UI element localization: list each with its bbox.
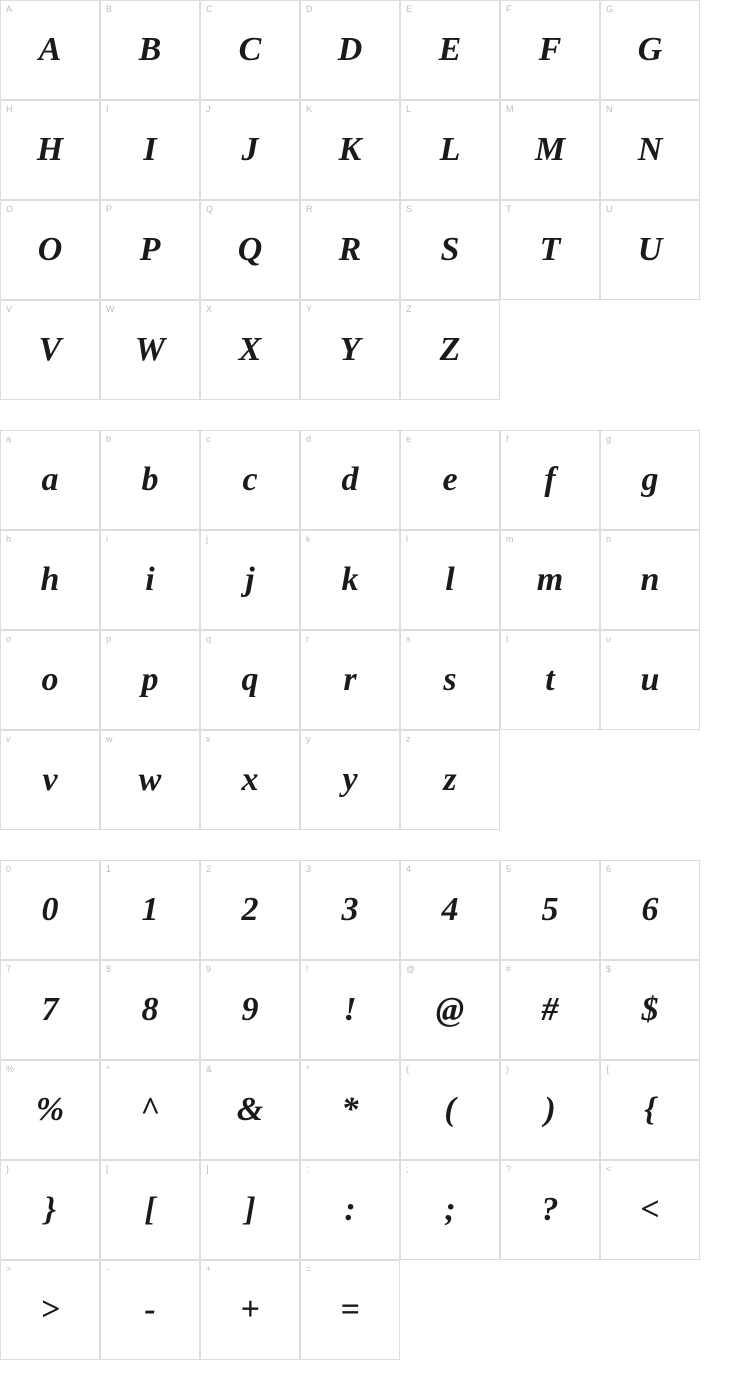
glyph-code-label: % <box>6 1064 15 1074</box>
glyph-code-label: B <box>106 4 113 14</box>
glyph-character: s <box>443 661 457 698</box>
glyph-character: x <box>241 761 259 798</box>
glyph-character: $ <box>641 991 659 1028</box>
glyph-cell <box>200 100 300 200</box>
glyph-cell <box>100 960 200 1060</box>
glyph-cell <box>500 430 600 530</box>
glyph-character: d <box>341 461 359 498</box>
glyph-character: i <box>145 561 155 598</box>
glyph-cell <box>200 1160 300 1260</box>
glyph-cell <box>100 300 200 400</box>
glyph-character: ? <box>541 1191 559 1228</box>
glyph-code-label: J <box>206 104 211 114</box>
glyph-section-uppercase <box>0 0 740 400</box>
glyph-character: ! <box>343 991 357 1028</box>
glyph-cell <box>200 200 300 300</box>
glyph-code-label: c <box>206 434 211 444</box>
glyph-cell <box>200 1260 300 1360</box>
glyph-code-label: R <box>306 204 313 214</box>
glyph-character: = <box>340 1291 360 1328</box>
glyph-character: 5 <box>541 891 559 928</box>
glyph-cell <box>200 1060 300 1160</box>
glyph-cell <box>0 100 100 200</box>
glyph-character: n <box>640 561 660 598</box>
glyph-cell <box>100 1260 200 1360</box>
glyph-code-label: D <box>306 4 313 14</box>
glyph-character: a <box>41 461 59 498</box>
glyph-character: u <box>640 661 660 698</box>
glyph-cell <box>400 1060 500 1160</box>
glyph-cell <box>300 530 400 630</box>
glyph-code-label: j <box>206 534 208 544</box>
glyph-code-label: 3 <box>306 864 312 874</box>
glyph-code-label: M <box>506 104 514 114</box>
glyph-cell <box>400 960 500 1060</box>
glyph-character: % <box>35 1091 65 1128</box>
glyph-character: 2 <box>241 891 259 928</box>
glyph-character: v <box>42 761 58 798</box>
glyph-character: L <box>439 131 461 168</box>
glyph-code-label: ; <box>406 1164 409 1174</box>
glyph-cell <box>600 0 700 100</box>
glyph-cell <box>100 1160 200 1260</box>
glyph-character: D <box>337 31 363 68</box>
glyph-character: T <box>539 231 561 268</box>
glyph-code-label: b <box>106 434 112 444</box>
glyph-character: l <box>445 561 455 598</box>
glyph-character: # <box>541 991 559 1028</box>
glyph-cell <box>200 630 300 730</box>
glyph-character: 1 <box>141 891 159 928</box>
glyph-section-digits-and-symbols <box>0 860 740 1360</box>
glyph-cell <box>100 1060 200 1160</box>
glyph-cell <box>400 0 500 100</box>
glyph-character: o <box>41 661 59 698</box>
glyph-cell <box>400 1160 500 1260</box>
glyph-cell <box>200 730 300 830</box>
glyph-cell <box>200 860 300 960</box>
glyph-code-label: + <box>206 1264 212 1274</box>
glyph-character: [ <box>144 1191 156 1228</box>
glyph-character: N <box>637 131 663 168</box>
glyph-code-label: k <box>306 534 311 544</box>
glyph-code-label: 8 <box>106 964 112 974</box>
glyph-code-label: O <box>6 204 14 214</box>
glyph-cell <box>300 200 400 300</box>
glyph-cell <box>300 960 400 1060</box>
glyph-character: + <box>240 1291 260 1328</box>
glyph-cell <box>600 530 700 630</box>
glyph-code-label: v <box>6 734 11 744</box>
glyph-code-label: f <box>506 434 509 444</box>
glyph-code-label: E <box>406 4 413 14</box>
glyph-code-label: X <box>206 304 213 314</box>
glyph-cell <box>100 630 200 730</box>
glyph-cell <box>400 430 500 530</box>
glyph-cell <box>200 960 300 1060</box>
glyph-cell <box>300 0 400 100</box>
glyph-cell <box>0 200 100 300</box>
glyph-code-label: = <box>306 1264 312 1274</box>
glyph-cell <box>300 1060 400 1160</box>
glyph-character: b <box>141 461 159 498</box>
glyph-cell <box>400 200 500 300</box>
glyph-cell <box>0 730 100 830</box>
glyph-code-label: ^ <box>106 1064 111 1074</box>
glyph-cell <box>500 1060 600 1160</box>
glyph-cell <box>400 530 500 630</box>
glyph-cell <box>100 730 200 830</box>
glyph-character: 9 <box>241 991 259 1028</box>
glyph-character: A <box>38 31 62 68</box>
glyph-code-label: l <box>406 534 408 544</box>
glyph-code-label: Y <box>306 304 313 314</box>
glyph-code-label: > <box>6 1264 12 1274</box>
glyph-character: k <box>341 561 359 598</box>
glyph-cell <box>0 1260 100 1360</box>
glyph-cell <box>500 860 600 960</box>
glyph-code-label: s <box>406 634 411 644</box>
glyph-character: w <box>138 761 162 798</box>
glyph-cell <box>600 430 700 530</box>
glyph-cell <box>0 0 100 100</box>
glyph-cell <box>500 200 600 300</box>
glyph-code-label: 0 <box>6 864 12 874</box>
glyph-character: M <box>534 131 566 168</box>
glyph-code-label: 1 <box>106 864 112 874</box>
glyph-character: O <box>37 231 63 268</box>
glyph-code-label: K <box>306 104 313 114</box>
glyph-code-label: n <box>606 534 612 544</box>
glyph-section-lowercase <box>0 430 740 830</box>
glyph-cell <box>300 430 400 530</box>
glyph-code-label: # <box>506 964 512 974</box>
glyph-code-label: U <box>606 204 613 214</box>
glyph-character: > <box>40 1291 60 1328</box>
glyph-character: m <box>536 561 564 598</box>
glyph-cell <box>600 200 700 300</box>
glyph-code-label: g <box>606 434 612 444</box>
glyph-code-label: 7 <box>6 964 12 974</box>
glyph-cell <box>200 430 300 530</box>
glyph-character: S <box>440 231 460 268</box>
glyph-character: & <box>236 1091 264 1128</box>
glyph-character: 0 <box>41 891 59 928</box>
glyph-code-label: - <box>106 1264 109 1274</box>
glyph-character: Y <box>339 331 361 368</box>
glyph-cell <box>500 530 600 630</box>
glyph-character: r <box>343 661 357 698</box>
glyph-character: C <box>238 31 262 68</box>
glyph-code-label: C <box>206 4 213 14</box>
glyph-code-label: Z <box>406 304 412 314</box>
glyph-cell <box>100 860 200 960</box>
glyph-cell <box>400 630 500 730</box>
glyph-character: 4 <box>441 891 459 928</box>
glyph-code-label: < <box>606 1164 612 1174</box>
glyph-character: j <box>245 561 255 598</box>
glyph-character: 6 <box>641 891 659 928</box>
glyph-code-label: h <box>6 534 12 544</box>
glyph-character: g <box>641 461 659 498</box>
glyph-character: P <box>139 231 161 268</box>
glyph-character: - <box>144 1291 156 1328</box>
glyph-character: * <box>341 1091 359 1128</box>
glyph-cell <box>0 860 100 960</box>
glyph-grid-digits-and-symbols <box>0 860 700 1360</box>
glyph-code-label: y <box>306 734 311 744</box>
glyph-code-label: S <box>406 204 413 214</box>
glyph-code-label: F <box>506 4 512 14</box>
glyph-code-label: G <box>606 4 614 14</box>
glyph-character: 3 <box>341 891 359 928</box>
glyph-character: B <box>138 31 162 68</box>
glyph-code-label: W <box>106 304 115 314</box>
glyph-character: X <box>238 331 262 368</box>
glyph-cell <box>200 530 300 630</box>
glyph-code-label: T <box>506 204 512 214</box>
glyph-code-label: L <box>406 104 412 114</box>
glyph-code-label: x <box>206 734 211 744</box>
glyph-code-label: @ <box>406 964 416 974</box>
glyph-cell <box>600 1160 700 1260</box>
glyph-character: e <box>442 461 458 498</box>
glyph-character: h <box>40 561 60 598</box>
glyph-code-label: 6 <box>606 864 612 874</box>
glyph-cell <box>0 530 100 630</box>
glyph-cell <box>600 1060 700 1160</box>
glyph-code-label: 2 <box>206 864 212 874</box>
glyph-code-label: z <box>406 734 411 744</box>
glyph-cell <box>300 100 400 200</box>
glyph-cell <box>300 730 400 830</box>
glyph-grid-uppercase <box>0 0 700 400</box>
glyph-character: R <box>338 231 362 268</box>
glyph-code-label: 5 <box>506 864 512 874</box>
glyph-code-label: ] <box>206 1164 209 1174</box>
glyph-code-label: Q <box>206 204 214 214</box>
glyph-cell <box>300 860 400 960</box>
glyph-character: ^ <box>140 1091 160 1128</box>
glyph-character: H <box>36 131 64 168</box>
glyph-code-label: I <box>106 104 109 114</box>
glyph-character: @ <box>435 991 465 1028</box>
glyph-code-label: i <box>106 534 108 544</box>
glyph-character: f <box>544 461 556 498</box>
glyph-cell <box>500 630 600 730</box>
glyph-character: ] <box>244 1191 256 1228</box>
glyph-character: F <box>538 31 562 68</box>
glyph-character: W <box>134 331 166 368</box>
glyph-code-label: 9 <box>206 964 212 974</box>
glyph-code-label: d <box>306 434 312 444</box>
glyph-code-label: p <box>106 634 112 644</box>
glyph-character: ( <box>444 1091 456 1128</box>
glyph-cell <box>300 1160 400 1260</box>
glyph-code-label: o <box>6 634 12 644</box>
glyph-character: 8 <box>141 991 159 1028</box>
glyph-character: } <box>44 1191 56 1228</box>
glyph-cell <box>0 960 100 1060</box>
glyph-cell <box>400 300 500 400</box>
glyph-code-label: N <box>606 104 613 114</box>
glyph-cell <box>100 200 200 300</box>
glyph-cell <box>600 960 700 1060</box>
glyph-code-label: t <box>506 634 509 644</box>
glyph-character: Q <box>237 231 263 268</box>
glyph-code-label: q <box>206 634 212 644</box>
glyph-cell <box>300 630 400 730</box>
glyph-cell <box>400 860 500 960</box>
glyph-cell <box>0 630 100 730</box>
glyph-cell <box>500 1160 600 1260</box>
glyph-cell <box>600 860 700 960</box>
glyph-code-label: m <box>506 534 514 544</box>
glyph-character: K <box>338 131 362 168</box>
glyph-cell <box>500 100 600 200</box>
glyph-cell <box>300 1260 400 1360</box>
glyph-cell <box>400 100 500 200</box>
glyph-character: G <box>637 31 663 68</box>
glyph-character: q <box>241 661 259 698</box>
glyph-code-label: V <box>6 304 13 314</box>
glyph-cell <box>100 430 200 530</box>
glyph-character: p <box>141 661 159 698</box>
glyph-cell <box>500 0 600 100</box>
glyph-code-label: { <box>606 1064 610 1074</box>
glyph-cell <box>0 300 100 400</box>
glyph-character: U <box>637 231 663 268</box>
glyph-character: t <box>545 661 555 698</box>
glyph-character: Z <box>439 331 461 368</box>
glyph-cell <box>400 730 500 830</box>
glyph-cell <box>0 1160 100 1260</box>
glyph-code-label: ) <box>506 1064 509 1074</box>
glyph-character: : <box>344 1191 356 1228</box>
glyph-grid-lowercase <box>0 430 700 830</box>
glyph-code-label: ( <box>406 1064 409 1074</box>
glyph-character: ) <box>544 1091 556 1128</box>
glyph-character: c <box>242 461 258 498</box>
glyph-code-label: H <box>6 104 13 114</box>
glyph-code-label: a <box>6 434 12 444</box>
glyph-code-label: A <box>6 4 13 14</box>
glyph-code-label: e <box>406 434 412 444</box>
glyph-cell <box>100 0 200 100</box>
glyph-code-label: $ <box>606 964 612 974</box>
glyph-cell <box>0 430 100 530</box>
glyph-cell <box>0 1060 100 1160</box>
glyph-character: E <box>438 31 462 68</box>
glyph-code-label: P <box>106 204 113 214</box>
glyph-character: J <box>241 131 259 168</box>
glyph-code-label: w <box>106 734 113 744</box>
glyph-code-label: r <box>306 634 309 644</box>
glyph-cell <box>100 530 200 630</box>
glyph-character: I <box>143 131 157 168</box>
glyph-code-label: & <box>206 1064 213 1074</box>
glyph-cell <box>100 100 200 200</box>
glyph-character: < <box>640 1191 660 1228</box>
glyph-cell <box>300 300 400 400</box>
glyph-code-label: u <box>606 634 612 644</box>
glyph-cell <box>200 300 300 400</box>
glyph-code-label: : <box>306 1164 309 1174</box>
glyph-code-label: * <box>306 1064 310 1074</box>
glyph-character: V <box>38 331 62 368</box>
glyph-code-label: ! <box>306 964 309 974</box>
glyph-code-label: [ <box>106 1164 109 1174</box>
glyph-cell <box>600 100 700 200</box>
glyph-code-label: } <box>6 1164 10 1174</box>
glyph-cell <box>200 0 300 100</box>
glyph-character: { <box>644 1091 656 1128</box>
glyph-character: z <box>443 761 457 798</box>
glyph-code-label: ? <box>506 1164 512 1174</box>
glyph-cell <box>600 630 700 730</box>
glyph-character: 7 <box>41 991 59 1028</box>
glyph-character: ; <box>444 1191 456 1228</box>
glyph-code-label: 4 <box>406 864 412 874</box>
glyph-character: y <box>342 761 358 798</box>
glyph-cell <box>500 960 600 1060</box>
